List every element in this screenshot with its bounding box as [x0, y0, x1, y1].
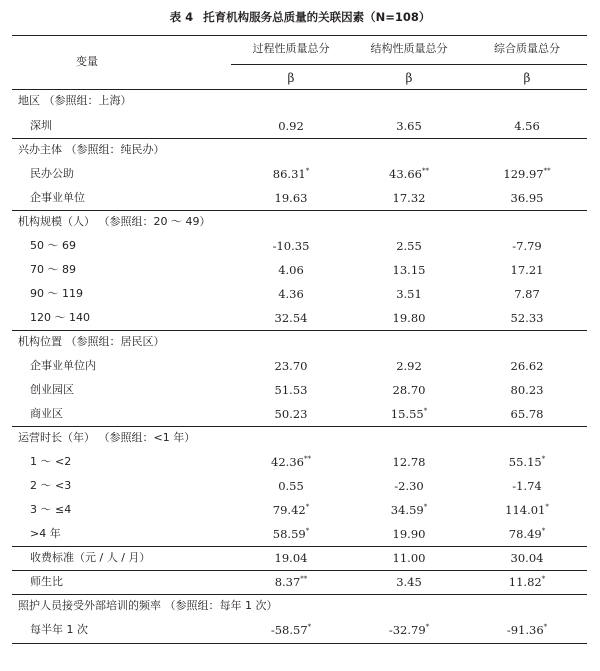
coefficient-cell: [349, 236, 469, 256]
coefficient-value: 114.01: [505, 503, 546, 517]
coefficient-cell: [231, 500, 351, 520]
coefficient-cell: [467, 308, 587, 328]
coefficient-value: 50.23: [274, 407, 308, 421]
coefficient-value: 4.06: [278, 263, 304, 277]
significance-mark: *: [541, 575, 546, 583]
coefficient-cell: [349, 476, 469, 496]
group-label: 运营时长（年） （参照组：<1 年）: [18, 431, 196, 444]
coefficient-cell: [467, 572, 587, 592]
significance-mark: *: [423, 503, 428, 511]
significance-mark: *: [423, 407, 428, 415]
coefficient-cell: [467, 164, 587, 184]
coefficient-cell: [467, 620, 587, 640]
group-label: 地区 （参照组：上海）: [18, 94, 132, 107]
top-rule: [12, 35, 587, 36]
section-rule: [12, 210, 587, 211]
coefficient-cell: [231, 524, 351, 544]
group-label: 兴办主体 （参照组：纯民办）: [18, 143, 165, 156]
coefficient-value: 52.33: [510, 311, 544, 325]
coefficient-cell: [231, 260, 351, 280]
significance-mark: *: [545, 503, 549, 511]
row-label: 120 ～ 140: [30, 311, 90, 324]
coefficient-cell: [231, 572, 351, 592]
coefficient-cell: [467, 500, 587, 520]
significance-mark: **: [300, 575, 308, 583]
coefficient-cell: [349, 548, 469, 568]
coefficient-value: 30.04: [510, 551, 544, 565]
variable-header: 变量: [76, 55, 98, 68]
coefficient-value: 34.59: [390, 503, 424, 517]
header-divider: [231, 64, 587, 65]
row-label: 商业区: [30, 407, 63, 420]
coefficient-cell: [349, 284, 469, 304]
coefficient-cell: [349, 356, 469, 376]
caption-title: 托育机构服务总质量的关联因素（N=108）: [203, 10, 431, 24]
coefficient-value: 0.92: [278, 119, 304, 133]
significance-mark: *: [305, 503, 310, 511]
coefficient-value: 4.36: [278, 287, 304, 301]
coefficient-value: 19.04: [274, 551, 308, 565]
coefficient-value: 80.23: [510, 383, 544, 397]
caption-number: 表 4: [169, 10, 194, 24]
coefficient-value: 2.92: [396, 359, 422, 373]
coefficient-value: 51.53: [274, 383, 308, 397]
coefficient-value: -1.74: [512, 479, 542, 493]
row-label: 师生比: [30, 575, 63, 588]
section-rule: [12, 546, 587, 547]
row-label: 企事业单位内: [30, 359, 96, 372]
coefficient-cell: [467, 404, 587, 424]
coefficient-value: 32.54: [274, 311, 308, 325]
column-header-structure: 结构性质量总分: [370, 42, 448, 55]
significance-mark: *: [305, 527, 310, 535]
significance-mark: **: [421, 167, 429, 175]
coefficient-value: 13.15: [392, 263, 426, 277]
row-label: 2 ～ <3: [30, 479, 72, 492]
row-label: 创业园区: [30, 383, 74, 396]
coefficient-value: 65.78: [510, 407, 544, 421]
coefficient-value: 86.31: [272, 167, 306, 181]
coefficient-value: 17.21: [510, 263, 544, 277]
beta-symbol: β: [405, 71, 413, 85]
significance-mark: *: [543, 623, 548, 631]
coefficient-cell: [231, 116, 351, 136]
bottom-rule: [12, 643, 587, 644]
coefficient-value: 58.59: [272, 527, 306, 541]
coefficient-cell: [467, 548, 587, 568]
coefficient-value: 55.15: [508, 455, 542, 469]
coefficient-cell: [467, 260, 587, 280]
coefficient-cell: [467, 524, 587, 544]
row-label: >4 年: [30, 527, 61, 540]
column-header-process: 过程性质量总分: [252, 42, 330, 55]
coefficient-cell: [467, 476, 587, 496]
coefficient-value: -91.36: [506, 623, 544, 637]
coefficient-value: 17.32: [392, 191, 426, 205]
row-label: 70 ～ 89: [30, 263, 76, 276]
coefficient-cell: [467, 188, 587, 208]
coefficient-cell: [349, 452, 469, 472]
significance-mark: *: [305, 167, 310, 175]
group-label: 机构位置 （参照组：居民区）: [18, 335, 165, 348]
section-rule: [12, 89, 587, 90]
coefficient-value: 19.90: [392, 527, 426, 541]
section-rule: [12, 330, 587, 331]
coefficient-cell: [467, 452, 587, 472]
row-label: 企事业单位: [30, 191, 85, 204]
coefficient-value: 11.82: [508, 575, 542, 589]
coefficient-cell: [349, 188, 469, 208]
coefficient-cell: [349, 500, 469, 520]
coefficient-cell: [349, 524, 469, 544]
coefficient-cell: [349, 116, 469, 136]
coefficient-value: -2.30: [394, 479, 424, 493]
coefficient-cell: [349, 308, 469, 328]
row-label: 收费标准（元 / 人 / 月）: [30, 551, 151, 564]
coefficient-value: 7.87: [514, 287, 540, 301]
significance-mark: *: [307, 623, 312, 631]
coefficient-value: 36.95: [510, 191, 544, 205]
coefficient-cell: [349, 572, 469, 592]
group-label: 机构规模（人） （参照组：20 ～ 49）: [18, 215, 211, 228]
coefficient-cell: [349, 620, 469, 640]
coefficient-cell: [231, 284, 351, 304]
coefficient-value: 3.51: [396, 287, 422, 301]
group-label: 照护人员接受外部培训的频率 （参照组：每年 1 次）: [18, 599, 278, 612]
beta-symbol: β: [287, 71, 295, 85]
coefficient-value: 3.65: [396, 119, 422, 133]
section-rule: [12, 138, 587, 139]
coefficient-cell: [231, 452, 351, 472]
section-rule: [12, 570, 587, 571]
coefficient-value: 8.37: [274, 575, 301, 589]
coefficient-value: 19.63: [274, 191, 308, 205]
coefficient-value: 26.62: [510, 359, 544, 373]
row-label: 每半年 1 次: [30, 623, 88, 636]
coefficient-cell: [231, 356, 351, 376]
significance-mark: **: [543, 167, 551, 175]
coefficient-cell: [231, 404, 351, 424]
row-label: 50 ～ 69: [30, 239, 76, 252]
coefficient-value: 42.36: [271, 455, 304, 469]
coefficient-value: 129.97: [503, 167, 544, 181]
coefficient-cell: [231, 308, 351, 328]
row-label: 1 ～ <2: [30, 455, 72, 468]
coefficient-cell: [349, 380, 469, 400]
coefficient-value: 15.55: [390, 407, 424, 421]
coefficient-value: 78.49: [508, 527, 542, 541]
row-label: 90 ～ 119: [30, 287, 83, 300]
coefficient-cell: [467, 380, 587, 400]
coefficient-cell: [231, 620, 351, 640]
significance-mark: *: [425, 623, 430, 631]
coefficient-cell: [231, 380, 351, 400]
coefficient-value: 28.70: [392, 383, 426, 397]
coefficient-value: 12.78: [392, 455, 426, 469]
significance-mark: *: [541, 527, 546, 535]
coefficient-value: 2.55: [396, 239, 422, 253]
coefficient-cell: [231, 164, 351, 184]
coefficient-cell: [467, 116, 587, 136]
significance-mark: *: [541, 455, 546, 463]
coefficient-cell: [349, 404, 469, 424]
coefficient-value: 79.42: [272, 503, 306, 517]
row-label: 3 ～ ≤4: [30, 503, 72, 516]
coefficient-value: -58.57: [270, 623, 308, 637]
significance-mark: **: [303, 455, 311, 463]
coefficient-cell: [467, 284, 587, 304]
coefficient-cell: [231, 236, 351, 256]
coefficient-cell: [349, 164, 469, 184]
beta-symbol: β: [523, 71, 531, 85]
section-rule: [12, 594, 587, 595]
coefficient-value: -32.79: [388, 623, 426, 637]
table-caption: [0, 9, 600, 25]
coefficient-value: 19.80: [392, 311, 426, 325]
coefficient-value: 3.45: [396, 575, 422, 589]
section-rule: [12, 426, 587, 427]
column-header-overall: 综合质量总分: [494, 42, 560, 55]
coefficient-cell: [231, 188, 351, 208]
row-label: 民办公助: [30, 167, 74, 180]
coefficient-cell: [231, 476, 351, 496]
coefficient-cell: [231, 548, 351, 568]
coefficient-value: 43.66: [389, 167, 422, 181]
coefficient-value: -10.35: [272, 239, 310, 253]
coefficient-cell: [349, 260, 469, 280]
row-label: 深圳: [30, 119, 52, 132]
coefficient-cell: [467, 356, 587, 376]
coefficient-value: -7.79: [512, 239, 542, 253]
coefficient-value: 4.56: [514, 119, 540, 133]
coefficient-cell: [467, 236, 587, 256]
coefficient-value: 0.55: [278, 479, 304, 493]
coefficient-value: 11.00: [392, 551, 426, 565]
coefficient-value: 23.70: [274, 359, 308, 373]
